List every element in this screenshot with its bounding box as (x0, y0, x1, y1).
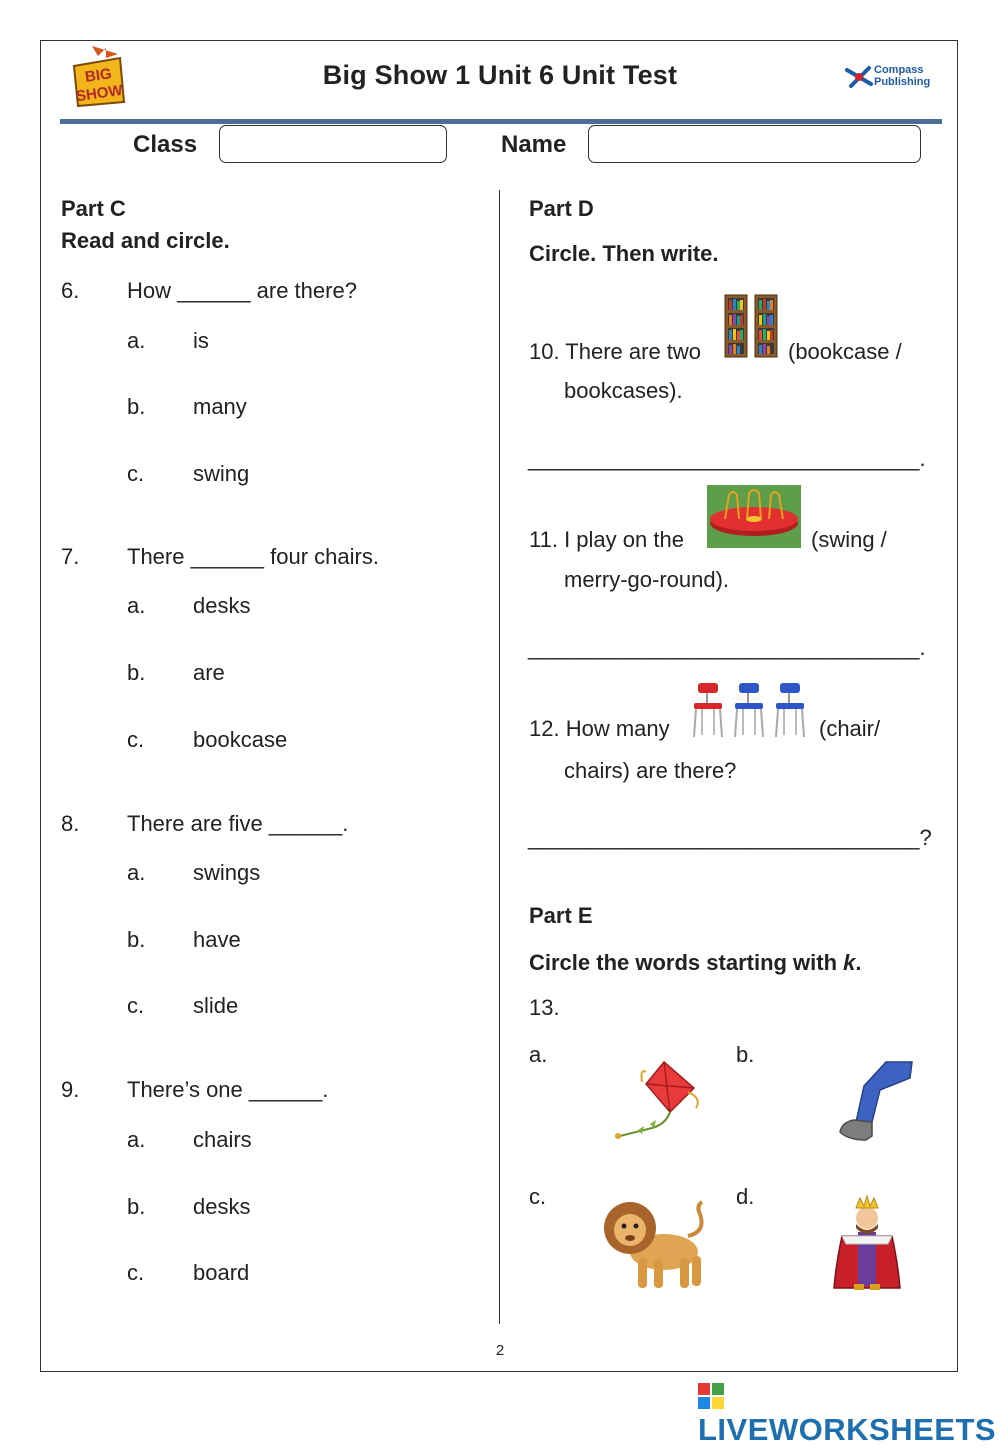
chairs-image (690, 681, 808, 739)
option-text[interactable]: slide (193, 993, 239, 1018)
part-e-heading: Part E (529, 903, 593, 928)
q11-choice-cont[interactable]: merry-go-round). (564, 567, 730, 592)
publisher-line-2: Publishing (874, 76, 931, 88)
option-text[interactable]: are (193, 660, 225, 685)
q11-text: 11. I play on the (529, 527, 684, 552)
part-e-instruction (529, 950, 862, 976)
compass-star-icon (845, 64, 873, 90)
q10-text: 10. There are two (529, 339, 702, 364)
option-letter: b. (127, 927, 146, 952)
page-title: Big Show 1 Unit 6 Unit Test (322, 60, 678, 90)
part-c-instruction: Read and circle. (61, 228, 230, 253)
option-letter: a. (127, 1127, 146, 1152)
part-d-heading: Part D (529, 196, 594, 221)
part-e-instruction-letter: k (843, 950, 856, 975)
option-letter: a. (127, 860, 146, 885)
part-c-heading: Part C (61, 196, 126, 221)
liveworksheets-logo-icon (698, 1383, 724, 1409)
question-number: 13. (529, 995, 560, 1020)
question-number: 8. (61, 811, 80, 836)
option-letter: b. (127, 1194, 146, 1219)
q10-choice-cont[interactable]: bookcases). (564, 378, 683, 403)
column-divider (499, 190, 500, 1324)
q11-choice[interactable]: (swing / (811, 527, 887, 552)
question-text: How ______ are there? (127, 278, 357, 303)
option-text[interactable]: desks (193, 1194, 251, 1219)
compass-publishing-logo (845, 62, 935, 94)
q12-choice-cont[interactable]: chairs) are there? (564, 758, 737, 783)
king-image[interactable] (832, 1192, 902, 1292)
q11-answer-line[interactable]: ________________________________. (528, 635, 926, 660)
option-text[interactable]: have (193, 927, 241, 952)
svg-text:BIG: BIG (83, 65, 113, 86)
name-label: Name (501, 131, 567, 158)
item-letter: b. (736, 1042, 755, 1067)
option-letter: b. (127, 394, 146, 419)
option-text[interactable]: swings (193, 860, 261, 885)
option-text[interactable]: swing (193, 461, 250, 486)
svg-text:SHOW: SHOW (75, 81, 124, 106)
part-d-instruction: Circle. Then write. (529, 241, 719, 266)
item-letter: c. (529, 1184, 547, 1209)
bookcases-image (724, 294, 778, 358)
option-letter: a. (127, 328, 146, 353)
watermark-text: LIVEWORKSHEETS (698, 1412, 997, 1447)
question-number: 9. (61, 1077, 80, 1102)
part-e-instruction-text: Circle the words starting with (529, 950, 844, 975)
q10-choice[interactable]: (bookcase / (788, 339, 902, 364)
question-text: There’s one ______. (127, 1077, 329, 1102)
option-text[interactable]: bookcase (193, 727, 288, 752)
item-letter: d. (736, 1184, 755, 1209)
q12-choice[interactable]: (chair/ (819, 716, 881, 741)
page-number: 2 (495, 1342, 505, 1359)
knee-image[interactable] (836, 1060, 916, 1144)
option-text[interactable]: is (193, 328, 209, 353)
class-field[interactable] (219, 125, 447, 163)
header-rule (60, 119, 942, 124)
merry-go-round-image (707, 485, 801, 548)
question-number: 7. (61, 544, 80, 569)
question-number: 6. (61, 278, 80, 303)
part-e-instruction-end: . (855, 950, 862, 975)
option-letter: c. (127, 727, 145, 752)
option-text[interactable]: chairs (193, 1127, 252, 1152)
class-label: Class (133, 131, 198, 158)
kite-image[interactable] (606, 1058, 704, 1144)
publisher-line-1: Compass (874, 64, 924, 76)
option-letter: c. (127, 993, 145, 1018)
option-letter: c. (127, 1260, 145, 1285)
name-field[interactable] (588, 125, 921, 163)
item-letter: a. (529, 1042, 548, 1067)
lion-image[interactable] (602, 1196, 712, 1294)
liveworksheets-watermark (698, 1376, 1000, 1448)
option-letter: c. (127, 461, 145, 486)
question-text: There ______ four chairs. (127, 544, 379, 569)
option-text[interactable]: desks (193, 593, 251, 618)
option-text[interactable]: many (193, 394, 247, 419)
question-text: There are five ______. (127, 811, 349, 836)
q12-answer-line[interactable]: ________________________________? (528, 825, 932, 850)
q10-answer-line[interactable]: ________________________________. (528, 446, 926, 471)
option-text[interactable]: board (193, 1260, 250, 1285)
option-letter: b. (127, 660, 146, 685)
option-letter: a. (127, 593, 146, 618)
q12-text: 12. How many (529, 716, 670, 741)
